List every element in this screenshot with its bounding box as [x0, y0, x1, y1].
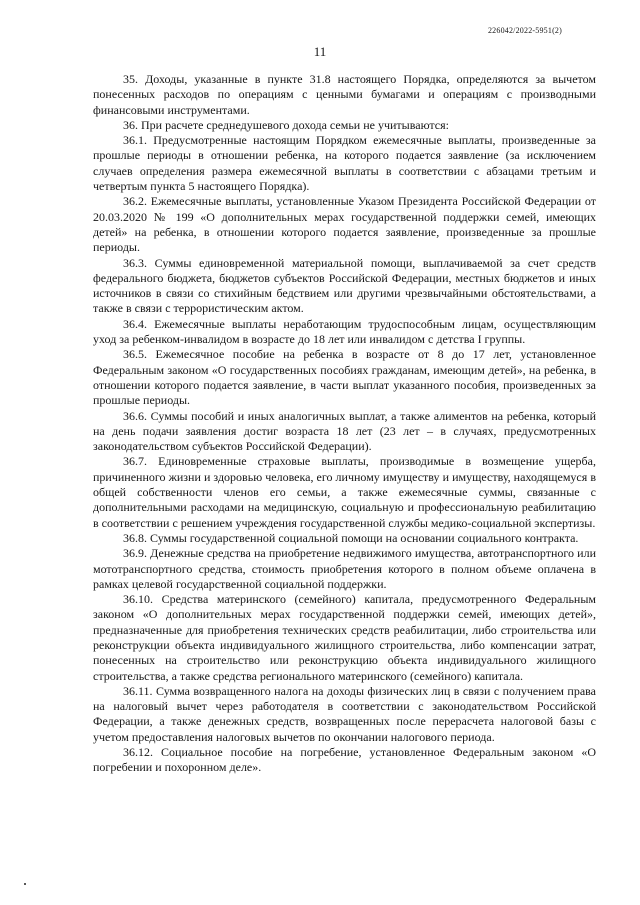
paragraph-36-1: 36.1. Предусмотренные настоящим Порядком ежемесячные выплаты, произведенные за прошлые периоды в отношении ребенка, на которого подается заявление (за исключением случаев определения размера ежемесячной выплаты в соответствии с абзацами третьим и четвертым пункта 5 настоящего Порядка). — [93, 133, 596, 194]
paragraph-36-8: 36.8. Суммы государственной социальной помощи на основании социального контракта. — [123, 530, 579, 545]
paragraph-36: 36. При расчете среднедушевого дохода семьи не учитываются: — [123, 117, 449, 132]
document-body — [93, 72, 596, 776]
paragraph-36-5: 36.5. Ежемесячное пособие на ребенка в возрасте от 8 до 17 лет, установленное Федеральным законом «О государственных пособиях гражданам, имеющим детей», на ребенка, в отношении которого подается заявление, в части выплат указанного пособия, произведенных за прошлые периоды. — [93, 347, 596, 408]
paragraph-36-12: 36.12. Социальное пособие на погребение, установленное Федеральным законом «О погребении и похоронном деле». — [93, 745, 596, 775]
document-code: 226042/2022-5951(2) — [487, 26, 562, 35]
paragraph-36-11: 36.11. Сумма возвращенного налога на доходы физических лиц в связи с получением права на налоговый вычет через работодателя в соответствии с законодательством Российской Федерации, а также денежных средств, возвращенных после перерасчета налоговой базы с учетом предоставления налоговых вычетов по окончании налогового периода. — [93, 683, 596, 744]
scan-speck — [24, 883, 26, 885]
paragraph-36-2: 36.2. Ежемесячные выплаты, установленные Указом Президента Российской Федерации от 20.03.2020 № 199 «О дополнительных мерах государственной поддержки семей, имеющих детей» на ребенка, в отношении которого подается заявление, произведенные за прошлые периоды. — [93, 194, 596, 255]
paragraph-36-10: 36.10. Средства материнского (семейного) капитала, предусмотренного Федеральным законом «О дополнительных мерах государственной поддержки семей, имеющих детей», предназначенные для приобретения технических средств реабилитации, либо строительства или реконструкции объекта индивидуального жилищного строительства, либо компенсации затрат, понесенных на строительство или реконструкцию объекта индивидуального жилищного строительства, а также средства регионального материнского (семейного) капитала. — [93, 592, 596, 683]
page-number: 11 — [313, 44, 327, 59]
paragraph-36-3: 36.3. Суммы единовременной материальной помощи, выплачиваемой за счет средств федерального бюджета, бюджетов субъектов Российской Федерации, местных бюджетов и иных источников в связи со стихийным бедствием или другими чрезвычайными обстоятельствами, а также в связи с террористическим актом. — [93, 255, 596, 316]
paragraph-35: 35. Доходы, указанные в пункте 31.8 настоящего Порядка, определяются за вычетом понесенных расходов по операциям с ценными бумагами и операциям с производными финансовыми инструментами. — [93, 72, 596, 117]
paragraph-36-4: 36.4. Ежемесячные выплаты неработающим трудоспособным лицам, осуществляющим уход за ребенком-инвалидом в возрасте до 18 лет или инвалидом с детства I группы. — [93, 316, 596, 347]
paragraph-36-7: 36.7. Единовременные страховые выплаты, производимые в возмещение ущерба, причиненного жизни и здоровью человека, его личному имуществу и имуществу, находящемуся в общей собственности членов его семьи, а также ежемесячные суммы, связанные с дополнительными расходами на медицинскую, социальную и профессиональную реабилитацию в соответствии с решением учреждения государственной службы медико-социальной экспертизы. — [93, 454, 596, 530]
paragraph-36-9: 36.9. Денежные средства на приобретение недвижимого имущества, автотранспортного или мототранспортного средства, стоимость приобретения которого в полном объеме оплачена в рамках целевой государственной социальной поддержки. — [93, 546, 596, 591]
paragraph-36-6: 36.6. Суммы пособий и иных аналогичных выплат, а также алиментов на ребенка, который на день подачи заявления достиг возраста 18 лет (23 лет – в случаях, предусмотренных законодательством субъектов Российской Федерации). — [93, 408, 596, 454]
